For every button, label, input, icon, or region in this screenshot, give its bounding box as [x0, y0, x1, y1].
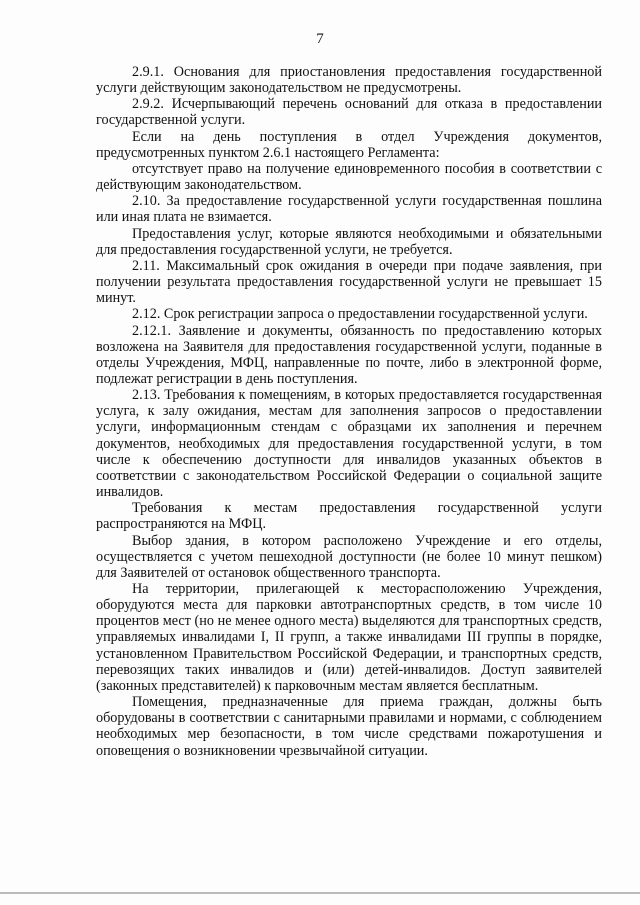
paragraph-parking: На территории, прилегающей к месторасположению Учреждения, оборудуются места для парковки автотранспортных средств, в том числе 10 процентов мест (но не менее одного места) выделяются для транспортных средств, управляемых инвалидами I, II групп, а также инвалидами III группы в порядке, установленном Правительством Российской Федерации, и транспортных средств, перевозящих таких инвалидов и (или) детей-инвалидов. Доступ заявителей (законных представителей) к парковочным местам является бесплатным.: [96, 581, 602, 694]
paragraph-premises: Помещения, предназначенные для приема граждан, должны быть оборудованы в соответствии с санитарными правилами и нормами, с соблюдением необходимых мер безопасности, в том числе средствами пожаротушения и оповещения о возникновении чрезвычайной ситуации.: [96, 694, 602, 759]
paragraph-2-12: 2.12. Срок регистрации запроса о предоставлении государственной услуги.: [132, 306, 588, 323]
document-body: [96, 64, 602, 759]
paragraph-2-11: 2.11. Максимальный срок ожидания в очереди при подаче заявления, при получении результата предоставления государственной услуги не превышает 15 минут.: [96, 257, 602, 307]
paragraph-related-services: Предоставления услуг, которые являются необходимыми и обязательными для предоставления государственной услуги, не требуется.: [96, 225, 602, 258]
paragraph-mfc-requirements: Требования к местам предоставления государственной услуги распространяются на МФЦ.: [96, 500, 602, 533]
paragraph-2-12-1: 2.12.1. Заявление и документы, обязанность по предоставлению которых возложена на Заявителя для предоставления государственной услуги, поданные в отделы Учреждения, МФЦ, направленные по почте, либо в электронной форме, подлежат регистрации в день поступления.: [96, 322, 602, 387]
paragraph-building-choice: Выбор здания, в котором расположено Учреждение и его отделы, осуществляется с учетом пешеходной доступности (не более 10 минут пешком) для Заявителей от остановок общественного транспорта.: [96, 532, 602, 581]
paragraph-2-9-1: 2.9.1. Основания для приостановления предоставления государственной услуги действующим законодательством не предусмотрены.: [96, 64, 602, 97]
paragraph-2-10: 2.10. За предоставление государственной услуги государственная пошлина или иная плата не взимается.: [96, 193, 602, 226]
paragraph-refusal-reason: отсутствует право на получение единовременного пособия в соответствии с действующим законодательством.: [96, 160, 602, 194]
scan-edge-line: [0, 892, 640, 894]
paragraph-2-9-2: 2.9.2. Исчерпывающий перечень оснований для отказа в предоставлении государственной услуги.: [96, 96, 602, 129]
paragraph-2-13: 2.13. Требования к помещениям, в которых предоставляется государственная услуга, к залу ожидания, местам для заполнения запросов о предоставлении услуги, информационным стендам с образцами их заполнения и перечнем документов, необходимых для предоставления государственной услуги, в том числе к обеспечению доступности для инвалидов указанных объектов в соответствии с законодательством Российской Федерации о социальной защите инвалидов.: [96, 387, 602, 501]
paragraph-refusal-condition: Если на день поступления в отдел Учреждения документов, предусмотренных пунктом 2.6.1 настоящего Регламента:: [96, 128, 602, 161]
page-number: 7: [316, 31, 324, 47]
